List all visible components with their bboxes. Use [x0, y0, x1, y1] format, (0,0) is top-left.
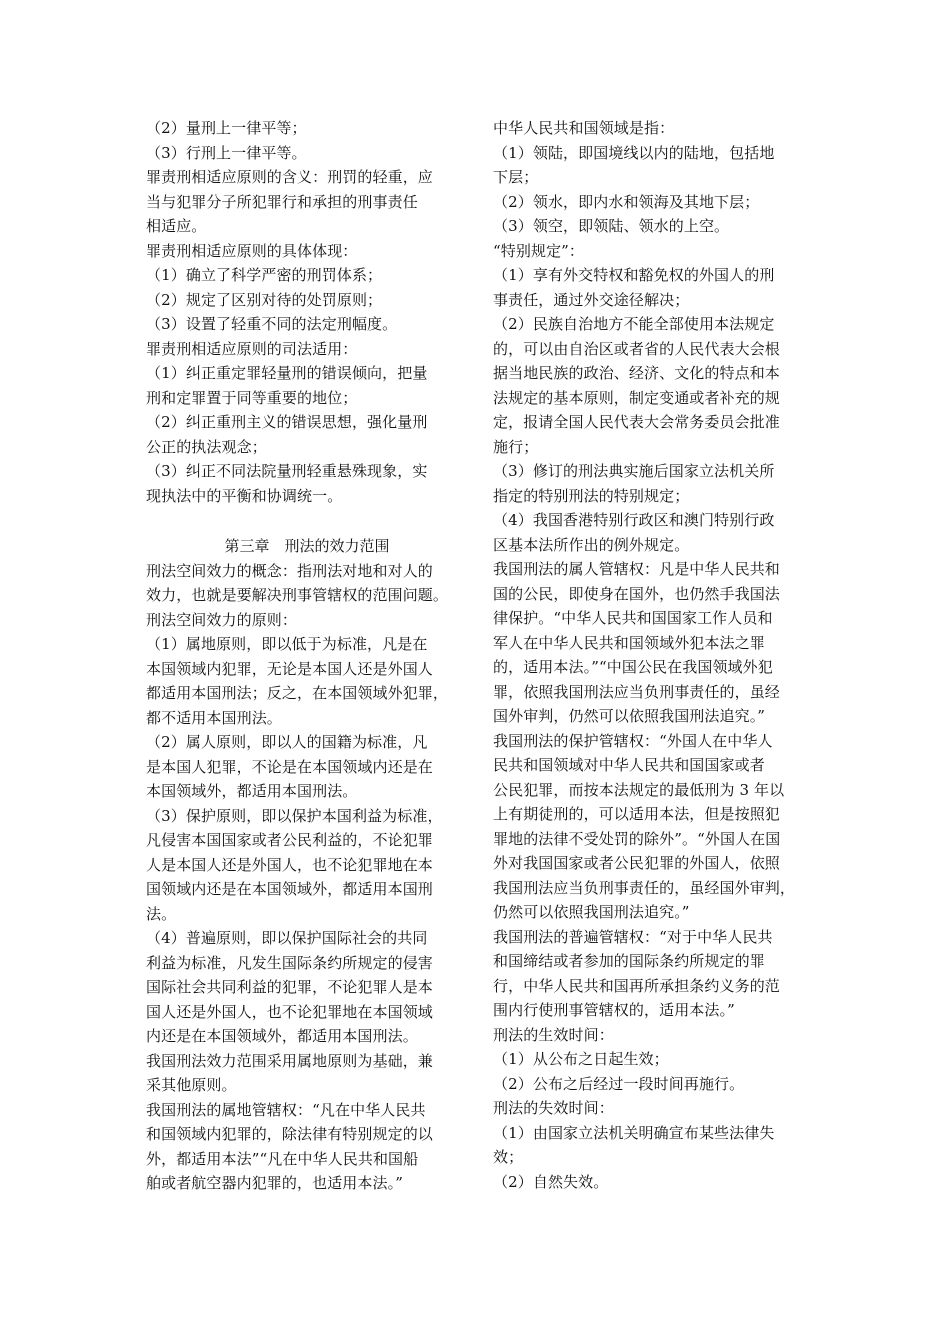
paragraph: 罪责刑相适应原则的具体体现： — [146, 241, 358, 260]
paragraph: （1）由国家立法机关明确宣布某些法律失 效； — [493, 1123, 775, 1166]
paragraph: （1）享有外交特权和豁免权的外国人的刑 事责任，通过外交途径解决； — [493, 266, 775, 309]
paragraph: 刑法的生效时间： — [493, 1025, 614, 1044]
paragraph: 罪责刑相适应原则的司法适用： — [146, 339, 358, 358]
paragraph: 我国刑法的属地管辖权：“凡在中华人民共 和国领域内犯罪的，除法律有特别规定的以 外，都适用本法”“凡在中华人民共和国船 舶或者航空器内犯罪的，也适用本法。” — [146, 1100, 433, 1192]
paragraph: （4）我国香港特别行政区和澳门特别行政 区基本法所作出的例外规定。 — [493, 511, 775, 554]
paragraph: （3）设置了轻重不同的法定刑幅度。 — [146, 315, 398, 333]
chapter-heading: 第三章 刑法的效力范围 — [224, 537, 390, 555]
paragraph: （4）普遍原则，即以保护国际社会的共同 利益为标准，凡发生国际条约所规定的侵害 国际社会共同利益的犯罪，不论犯罪人是本 国人还是外国人，也不论犯罪地在本国领域 内还是在本国领域外，都适用本国刑法。 — [146, 929, 433, 1045]
paragraph: （1）确立了科学严密的刑罚体系； — [146, 266, 383, 284]
paragraph: （2）民族自治地方不能全部使用本法规定 的，可以由自治区或者省的人民代表大会根 据当地民族的政治、经济、文化的特点和本 法规定的基本原则，制定变通或者补充的规 定，报请全国人民代表大会常务委员会批准 施行； — [493, 315, 780, 456]
paragraph: 我国刑法的属人管辖权：凡是中华人民共和 国的公民，即使身在国外，也仍然手我国法 律保护。“中华人民共和国国家工作人员和 军人在中华人民共和国领域外犯本法之罪 的，适用本法。”“中国公民在我国领域外犯 罪，依照我国刑法应当负刑事责任的，虽经 国外审判，仍然可以依照我国刑法追究。” — [493, 560, 780, 725]
paragraph: （3）行刑上一律平等。 — [146, 143, 307, 162]
section-gap — [146, 508, 468, 532]
paragraph: （3）修订的刑法典实施后国家立法机关所 指定的特别刑法的特别规定； — [493, 462, 775, 505]
paragraph: （2）公布之后经过一段时间再施行。 — [493, 1074, 745, 1093]
paragraph: 刑法空间效力的概念：指刑法对地和对人的 效力，也就是要解决刑事管辖权的范围问题。 — [146, 561, 449, 604]
paragraph: （3）领空，即领陆、领水的上空。 — [493, 217, 730, 235]
left-column — [146, 116, 468, 1196]
paragraph: （1）从公布之日起生效； — [493, 1050, 669, 1068]
paragraph: 罪责刑相适应原则的含义：刑罚的轻重，应 当与犯罪分子所犯罪行和承担的刑事责任 相适应。 — [146, 168, 433, 235]
paragraph: （1）纠正重定罪轻量刑的错误倾向，把量 刑和定罪置于同等重要的地位； — [146, 364, 428, 407]
paragraph: （1）属地原则，即以低于为标准，凡是在 本国领域内犯罪，无论是本国人还是外国人 都适用本国刑法；反之，在本国领域外犯罪， 都不适用本国刑法。 — [146, 635, 449, 727]
paragraph: 刑法空间效力的原则： — [146, 610, 298, 629]
paragraph: （2）领水，即内水和领海及其地下层； — [493, 192, 760, 211]
paragraph: 我国刑法的普遍管辖权：“对于中华人民共 和国缔结或者参加的国际条约所规定的罪 行，中华人民共和国再所承担条约义务的范 围内行使刑事管辖权的，适用本法。” — [493, 927, 780, 1019]
paragraph: （2）纠正重刑主义的错误思想，强化量刑 公正的执法观念； — [146, 413, 428, 456]
right-column — [493, 116, 815, 1194]
paragraph: （2）量刑上一律平等； — [146, 119, 307, 137]
paragraph: 中华人民共和国领域是指： — [493, 119, 675, 137]
paragraph: （2）属人原则，即以人的国籍为标准，凡 是本国人犯罪，不论是在本国领域内还是在 本国领域外，都适用本国刑法。 — [146, 733, 433, 800]
paragraph: （2）规定了区别对待的处罚原则； — [146, 290, 383, 309]
paragraph: 我国刑法的保护管辖权：“外国人在中华人 民共和国领域对中华人民共和国国家或者 公民犯罪，而按本法规定的最低刑为 3 年以 上有期徒刑的，可以适用本法，但是按照犯 罪地的法律不受处罚的除外”。“外国人在国 外对我国国家或者公民犯罪的外国人，依照 我国刑法应当负刑事责任的，虽经国外审判， 仍然可以依照我国刑法追究。” — [493, 731, 796, 921]
paragraph: （3）保护原则，即以保护本国利益为标准， 凡侵害本国国家或者公民利益的，不论犯罪 人是本国人还是外国人，也不论犯罪地在本 国领域内还是在本国领域外，都适用本国刑 法。 — [146, 806, 443, 923]
paragraph: 我国刑法效力范围采用属地原则为基础，兼 采其他原则。 — [146, 1051, 433, 1094]
paragraph: “特别规定”： — [493, 241, 585, 260]
paragraph: （3）纠正不同法院量刑轻重悬殊现象，实 现执法中的平衡和协调统一。 — [146, 462, 428, 505]
paragraph: （1）领陆，即国境线以内的陆地，包括地 下层； — [493, 143, 775, 186]
paragraph: （2）自然失效。 — [493, 1172, 609, 1191]
paragraph: 刑法的失效时间： — [493, 1099, 614, 1117]
